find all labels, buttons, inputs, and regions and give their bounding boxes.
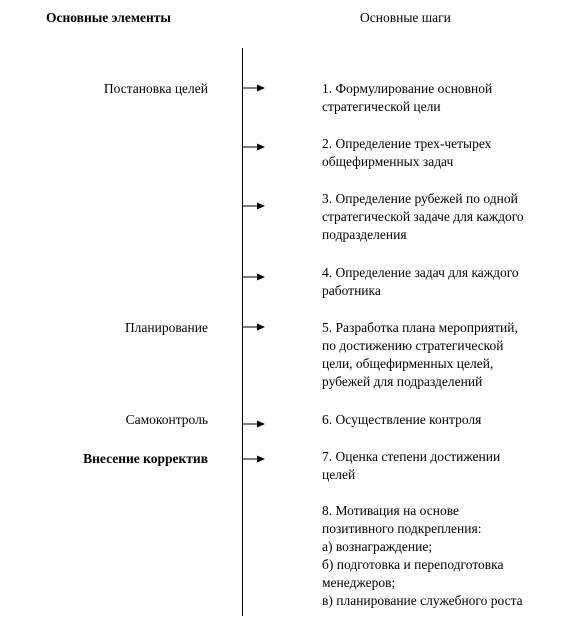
arrow-icon — [243, 323, 265, 331]
step-line: 2. Определение трех-четырех — [322, 136, 492, 151]
arrow-icon — [243, 455, 265, 463]
step-line: в) планирование служебного роста — [322, 593, 523, 608]
step-line: рубежей для подразделений — [322, 374, 483, 389]
element-goal-setting: Постановка целей — [103, 81, 208, 96]
timeline-axis — [242, 48, 243, 616]
step-line: а) вознаграждение; — [322, 539, 433, 554]
step-line: подразделения — [322, 227, 407, 242]
arrow-icon — [243, 202, 265, 210]
arrow-icon — [243, 143, 265, 151]
step-line: 7. Оценка степени достижении — [322, 449, 501, 464]
step-line: работника — [322, 283, 381, 298]
step-line: стратегической задаче для каждого — [322, 209, 524, 224]
step-8 — [322, 502, 572, 610]
arrow-icon — [243, 84, 265, 92]
step-6 — [322, 411, 572, 429]
step-line: целей — [322, 467, 356, 482]
step-line: менеджеров; — [322, 575, 396, 590]
arrow-icon — [243, 273, 265, 281]
step-line: б) подготовка и переподготовка — [322, 557, 504, 572]
arrow-icon — [243, 420, 265, 428]
step-line: цели, общефирменных целей, — [322, 356, 494, 371]
step-3 — [322, 190, 572, 244]
element-corrections: Внесение корректив — [83, 451, 208, 466]
steps-column-header: Основные шаги — [360, 10, 451, 25]
step-line: стратегической цели — [322, 99, 441, 114]
step-2 — [322, 135, 572, 171]
elements-column-header: Основные элементы — [46, 10, 171, 25]
step-line: общефирменных задач — [322, 154, 454, 169]
step-line: по достижению стратегической — [322, 338, 504, 353]
step-line: 3. Определение рубежей по одной — [322, 191, 518, 206]
step-1 — [322, 80, 572, 116]
step-line: позитивного подкрепления: — [322, 521, 482, 536]
step-line: 4. Определение задач для каждого — [322, 265, 519, 280]
step-line: 1. Формулирование основной — [322, 81, 493, 96]
step-line: 8. Мотивация на основе — [322, 503, 460, 518]
step-line: 5. Разработка плана мероприятий, — [322, 320, 518, 335]
element-self-control: Самоконтроль — [125, 412, 208, 427]
step-4 — [322, 264, 572, 300]
step-line: 6. Осуществление контроля — [322, 412, 482, 427]
element-planning: Планирование — [124, 320, 208, 335]
step-7 — [322, 448, 572, 484]
step-5 — [322, 319, 572, 391]
